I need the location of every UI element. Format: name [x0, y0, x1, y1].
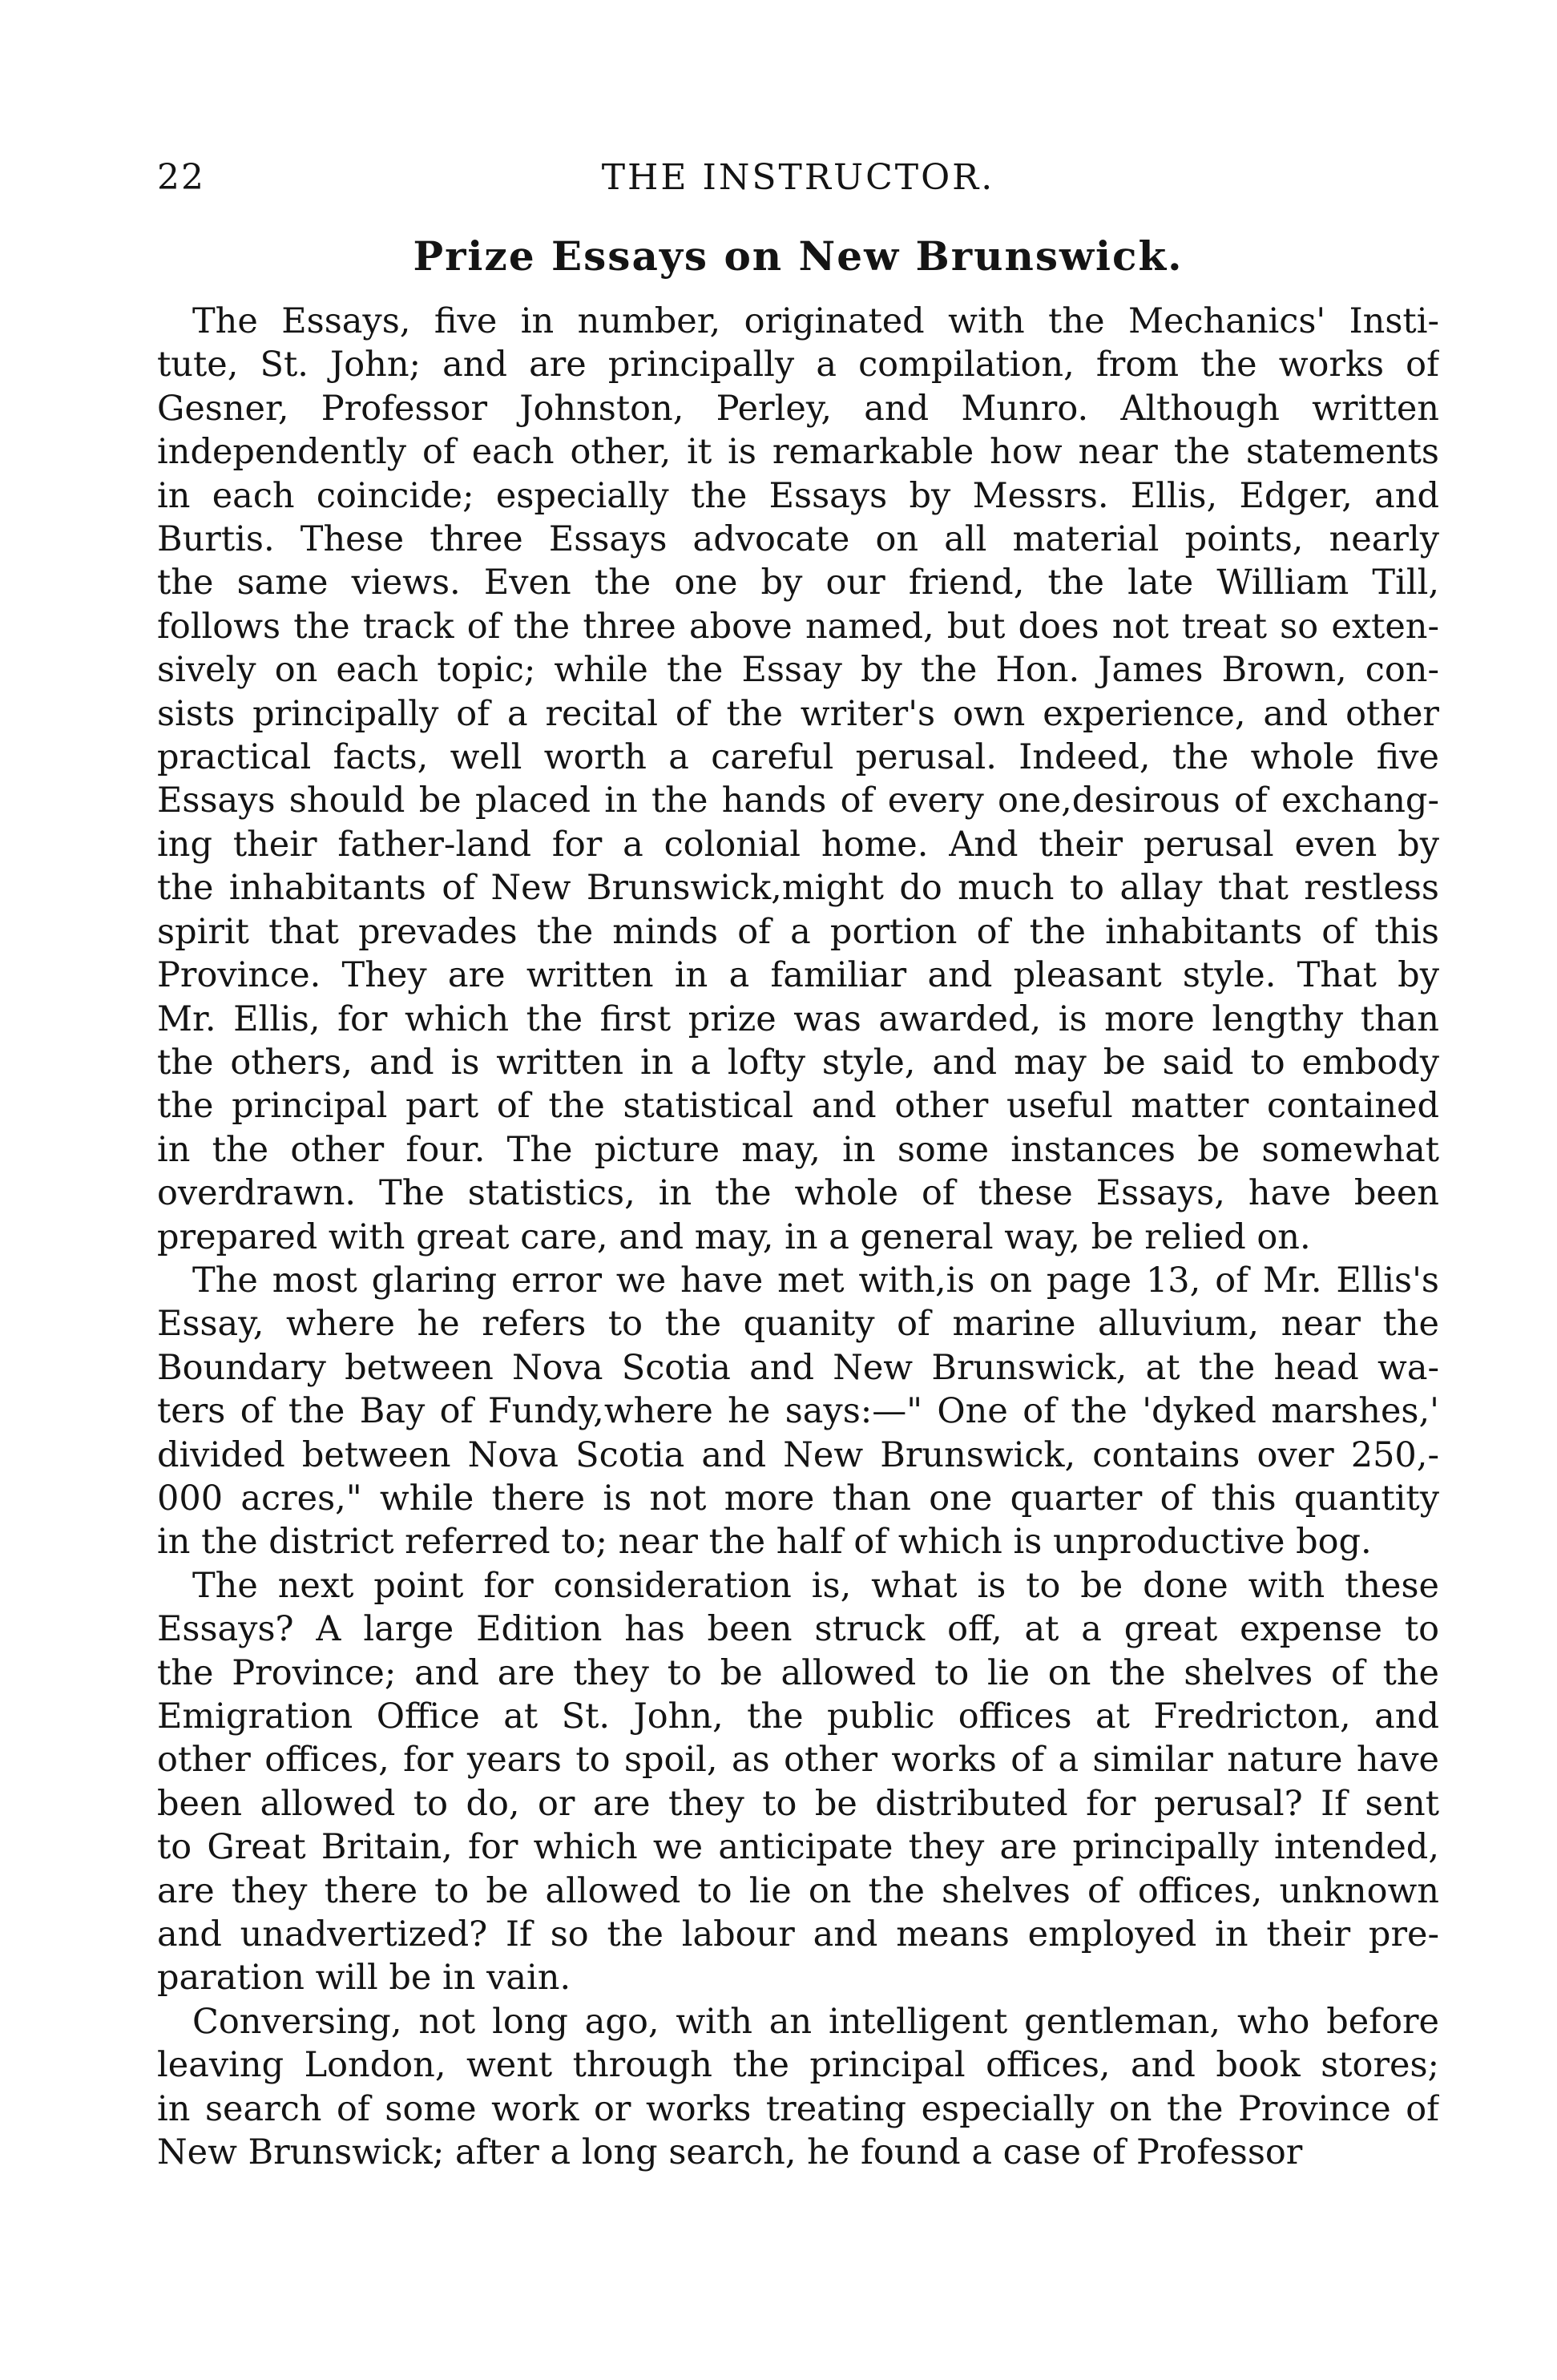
text-line: in the other four. The picture may, in some instances be somewhat: [157, 1129, 1439, 1170]
text-line: tute, St. John; and are principally a compilation, from the works of: [157, 345, 1439, 385]
text-line: the others, and is written in a lofty style, and may be said to embody: [157, 1042, 1439, 1083]
text-line: in each coincide; especially the Essays by Messrs. Ellis, Edger, and: [157, 475, 1439, 516]
text-line: to Great Britain, for which we anticipate they are principally intended,: [157, 1827, 1439, 1868]
text-line: leaving London, went through the principal offices, and book stores;: [157, 2045, 1439, 2086]
text-line: Conversing, not long ago, with an intelligent gentleman, who before: [192, 2001, 1439, 2042]
journal-title: THE INSTRUCTOR.: [601, 157, 995, 198]
text-line: Province. They are written in a familiar and pleasant style. That by: [157, 955, 1439, 996]
article-title: Prize Essays on New Brunswick.: [413, 232, 1184, 280]
text-line: the Province; and are they to be allowed to lie on the shelves of the: [157, 1652, 1439, 1693]
running-head: [157, 157, 1439, 205]
text-line: the same views. Even the one by our friend, the late William Till,: [157, 563, 1439, 603]
text-line: divided between Nova Scotia and New Brunswick, contains over 250,-: [157, 1434, 1439, 1475]
article-body: [157, 300, 1439, 2174]
paragraph: [157, 1564, 1439, 2000]
text-line: Gesner, Professor Johnston, Perley, and Munro. Although written: [157, 388, 1439, 429]
text-line: Essays? A large Edition has been struck off, at a great expense to: [157, 1609, 1439, 1650]
paragraph: [157, 300, 1439, 1259]
text-line: been allowed to do, or are they to be distributed for perusal? If sent: [157, 1783, 1439, 1824]
text-line: the principal part of the statistical and other useful matter contained: [157, 1086, 1439, 1127]
text-line: in the district referred to; near the half of which is unproductive bog.: [157, 1522, 1372, 1563]
text-line: other offices, for years to spoil, as other works of a similar nature have: [157, 1740, 1439, 1781]
text-line: New Brunswick; after a long search, he found a case of Professor: [157, 2132, 1303, 2173]
page-number: 22: [157, 157, 205, 198]
text-line: Emigration Office at St. John, the public offices at Fredricton, and: [157, 1696, 1439, 1737]
text-line: follows the track of the three above named, but does not treat so exten-: [157, 606, 1439, 647]
paragraph: [157, 1259, 1439, 1564]
text-line: Essay, where he refers to the quanity of marine alluvium, near the: [157, 1304, 1439, 1345]
text-line: The most glaring error we have met with,is on page 13, of Mr. Ellis's: [192, 1260, 1439, 1301]
text-line: prepared with great care, and may, in a general way, be relied on.: [157, 1216, 1311, 1257]
text-line: ing their father-land for a colonial home. And their perusal even by: [157, 824, 1439, 865]
text-line: 000 acres," while there is not more than one quarter of this quantity: [157, 1478, 1439, 1519]
text-line: spirit that prevades the minds of a portion of the inhabitants of this: [157, 911, 1439, 952]
text-line: are they there to be allowed to lie on the shelves of offices, unknown: [157, 1870, 1439, 1911]
text-line: in search of some work or works treating especially on the Province of: [157, 2088, 1439, 2129]
text-line: overdrawn. The statistics, in the whole of these Essays, have been: [157, 1173, 1439, 1214]
text-line: and unadvertized? If so the labour and means employed in their pre-: [157, 1914, 1439, 1955]
text-line: The Essays, five in number, originated with the Mechanics' Insti-: [192, 301, 1439, 341]
text-line: sively on each topic; while the Essay by the Hon. James Brown, con-: [157, 650, 1439, 691]
text-line: Mr. Ellis, for which the first prize was awarded, is more lengthy than: [157, 998, 1439, 1039]
text-line: practical facts, well worth a careful perusal. Indeed, the whole five: [157, 737, 1439, 778]
text-line: Essays should be placed in the hands of every one,desirous of exchang-: [157, 781, 1439, 821]
text-line: the inhabitants of New Brunswick,might do much to allay that restless: [157, 868, 1439, 909]
text-line: ters of the Bay of Fundy,where he says:—" One of the 'dyked marshes,': [157, 1391, 1439, 1432]
text-line: independently of each other, it is remarkable how near the statements: [157, 432, 1439, 473]
paragraph: [157, 2000, 1439, 2175]
text-line: sists principally of a recital of the writer's own experience, and other: [157, 693, 1439, 734]
text-line: paration will be in vain.: [157, 1958, 571, 1999]
text-line: Boundary between Nova Scotia and New Brunswick, at the head wa-: [157, 1347, 1439, 1388]
text-line: Burtis. These three Essays advocate on all material points, nearly: [157, 519, 1439, 560]
text-line: The next point for consideration is, what is to be done with these: [192, 1565, 1439, 1606]
